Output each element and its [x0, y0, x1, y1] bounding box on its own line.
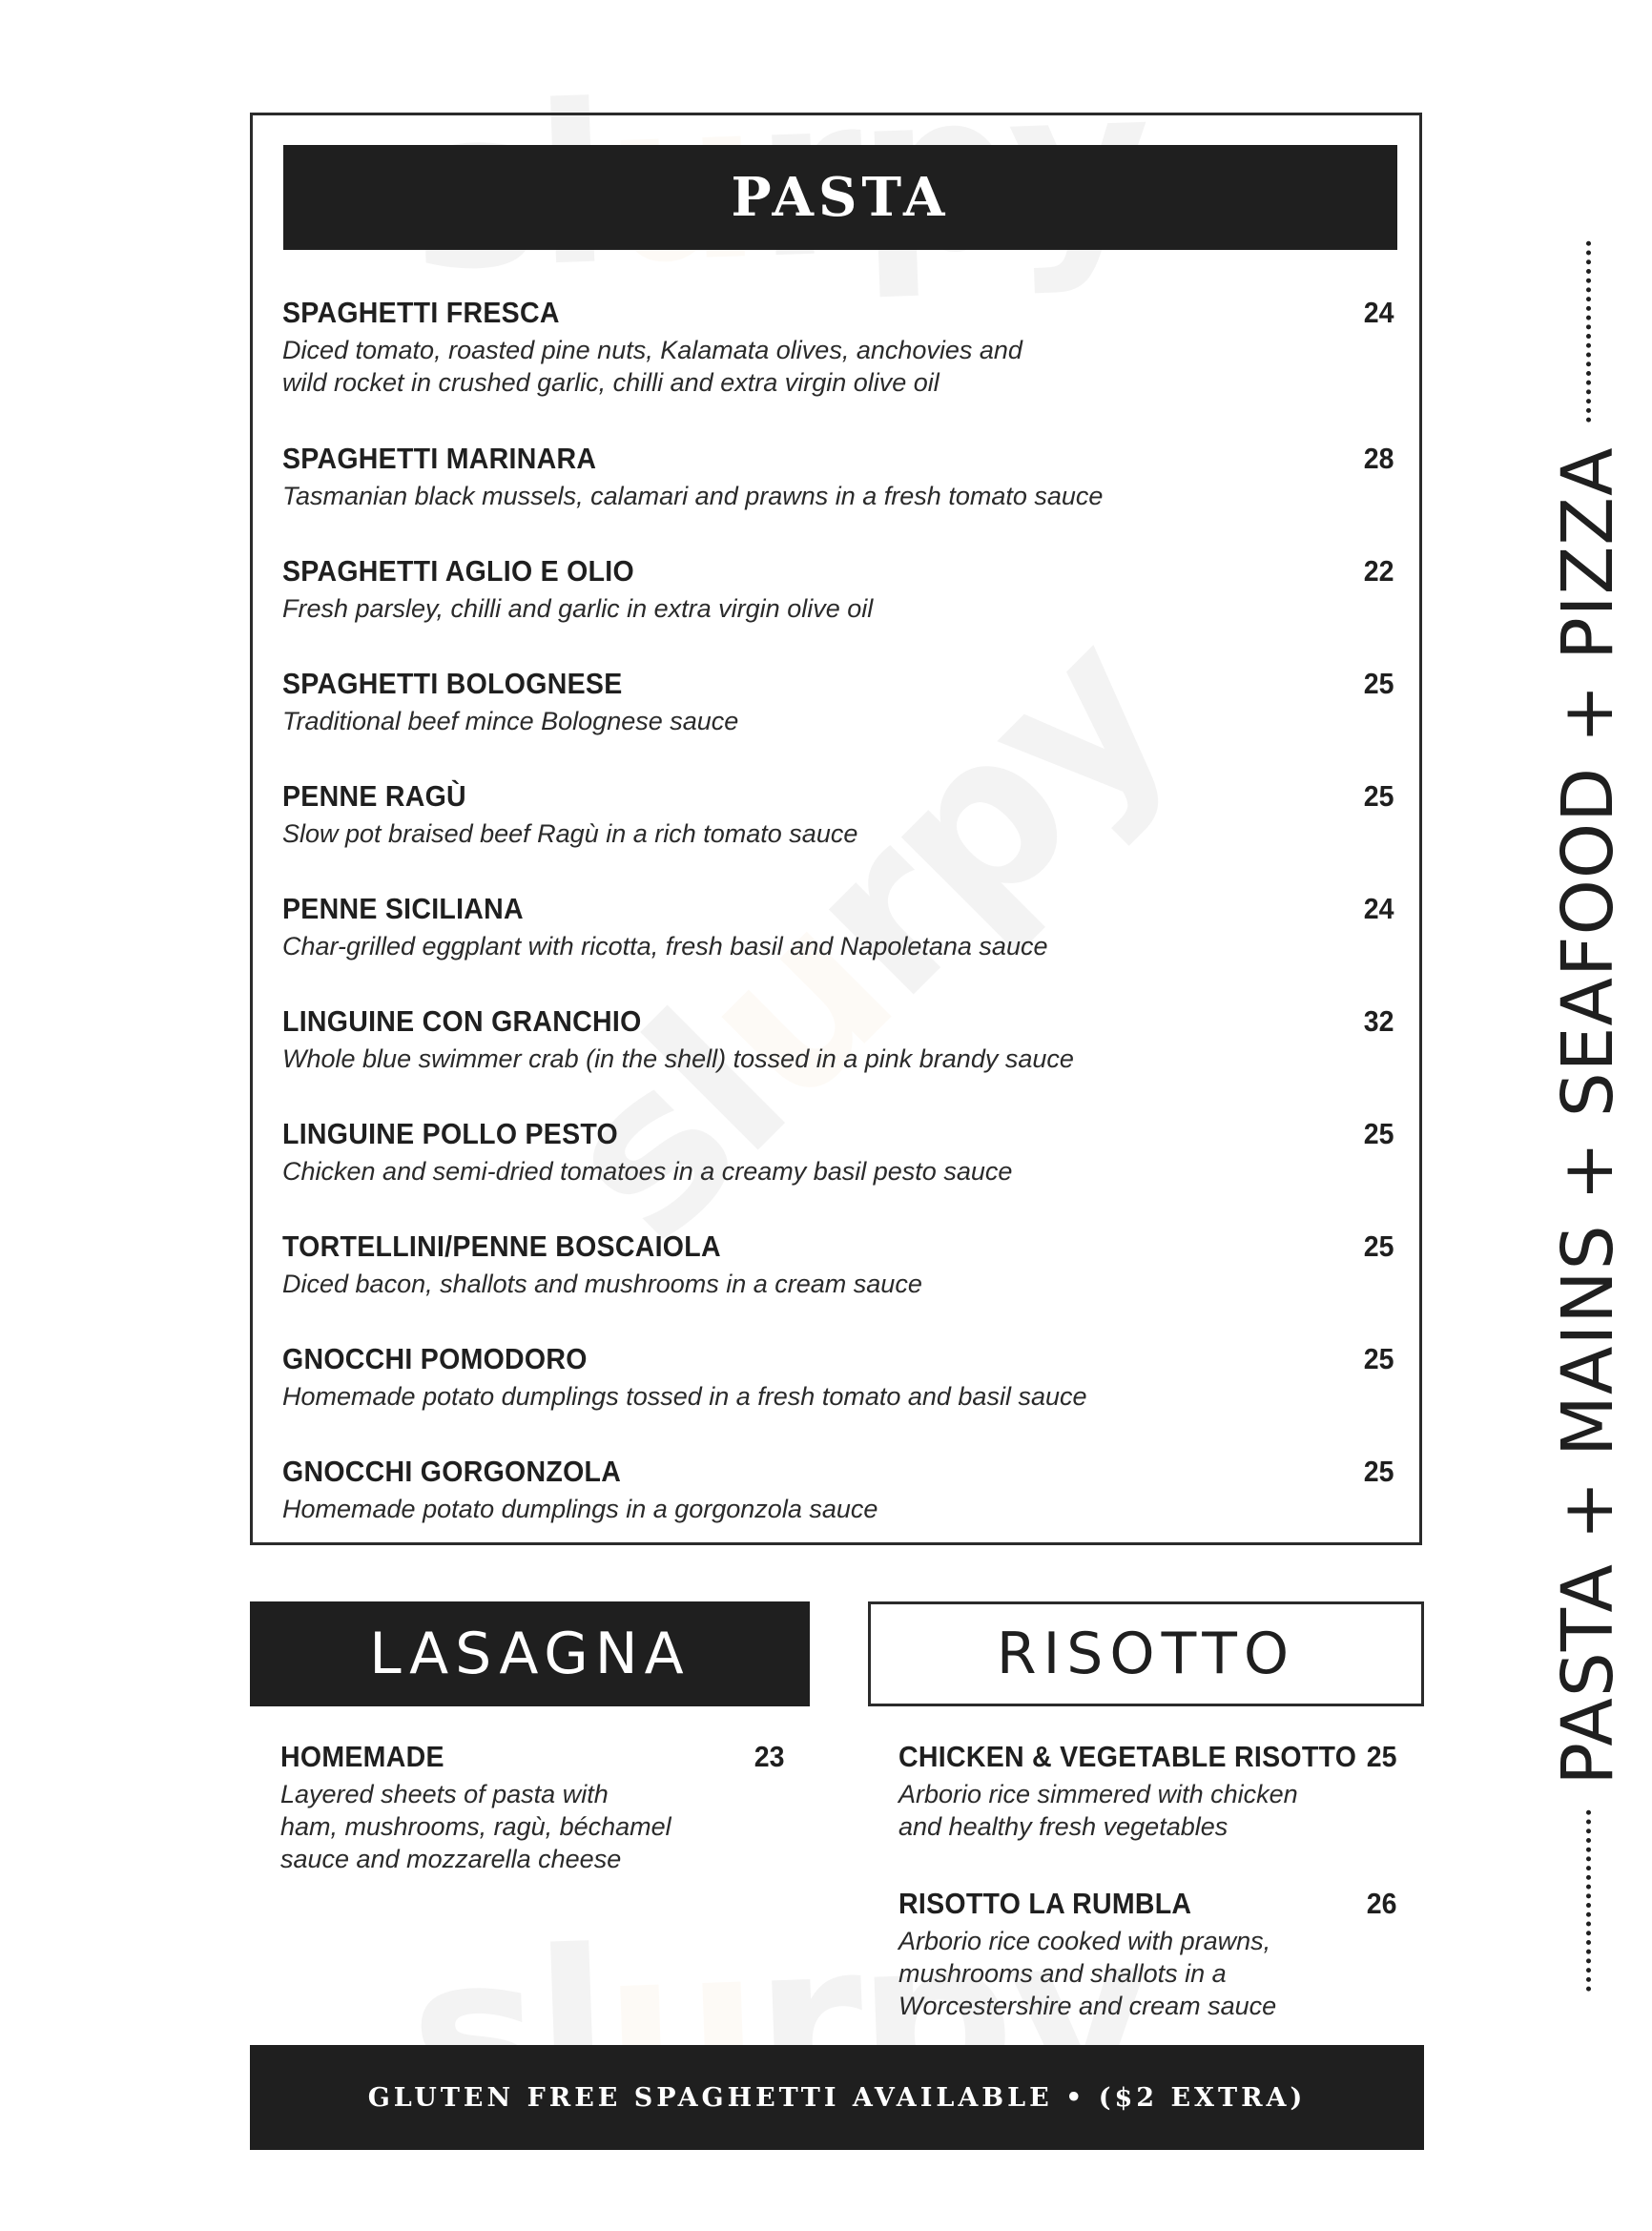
description-line: Homemade potato dumplings tossed in a fresh tomato and basil sauce: [282, 1382, 1087, 1411]
menu-item: [898, 1738, 1396, 1843]
menu-item: [282, 1002, 1394, 1075]
menu-item: [282, 777, 1394, 850]
item-description: [282, 480, 1394, 512]
side-title: [1547, 216, 1629, 2015]
item-description: [282, 334, 1394, 399]
item-name: RISOTTO LA RUMBLA: [898, 1887, 1192, 1920]
description-line: Layered sheets of pasta with: [280, 1780, 609, 1808]
menu-item: [282, 294, 1394, 399]
description-line: Slow pot braised beef Ragù in a rich tomato sauce: [282, 819, 858, 848]
description-line: Fresh parsley, chilli and garlic in extra virgin olive oil: [282, 594, 874, 623]
description-line: ham, mushrooms, ragù, béchamel: [280, 1812, 671, 1841]
item-price: 25: [1363, 1229, 1394, 1263]
item-name: SPAGHETTI BOLOGNESE: [282, 667, 623, 700]
item-description: [280, 1778, 784, 1875]
menu-item: [282, 890, 1394, 962]
description-line: Tasmanian black mussels, calamari and prawns in a fresh tomato sauce: [282, 482, 1104, 510]
pasta-heading: PASTA: [283, 145, 1397, 250]
item-name: SPAGHETTI MARINARA: [282, 442, 597, 475]
item-name: GNOCCHI GORGONZOLA: [282, 1455, 622, 1488]
menu-item: [282, 440, 1394, 512]
item-name: GNOCCHI POMODORO: [282, 1342, 588, 1375]
item-name: PENNE SICILIANA: [282, 892, 524, 925]
item-price: 28: [1363, 442, 1394, 475]
gluten-free-note: GLUTEN FREE SPAGHETTI AVAILABLE • ($2 EXTRA): [250, 2045, 1424, 2150]
item-price: 25: [1363, 667, 1394, 700]
item-description: [282, 1268, 1394, 1300]
description-line: Diced bacon, shallots and mushrooms in a cream sauce: [282, 1270, 922, 1298]
description-line: and healthy fresh vegetables: [898, 1812, 1229, 1841]
item-description: [898, 1778, 1396, 1843]
item-price: 24: [1363, 892, 1394, 925]
item-description: [282, 930, 1394, 962]
side-title-text: PASTA + MAINS + SEAFOOD + PIZZA: [1547, 446, 1629, 1786]
item-price: 25: [1363, 1117, 1394, 1150]
item-description: [282, 1380, 1394, 1413]
risotto-heading: RISOTTO: [868, 1601, 1424, 1706]
dotted-rule: [1586, 240, 1591, 422]
item-price: 25: [1363, 1342, 1394, 1375]
item-description: [282, 592, 1394, 625]
item-name: CHICKEN & VEGETABLE RISOTTO: [898, 1740, 1357, 1773]
description-line: Homemade potato dumplings in a gorgonzola sauce: [282, 1495, 878, 1523]
item-name: SPAGHETTI AGLIO E OLIO: [282, 554, 634, 588]
item-name: TORTELLINI/PENNE BOSCAIOLA: [282, 1229, 721, 1263]
item-name: LINGUINE POLLO PESTO: [282, 1117, 619, 1150]
description-line: Chicken and semi-dried tomatoes in a creamy basil pesto sauce: [282, 1157, 1013, 1186]
lasagna-heading: LASAGNA: [250, 1601, 810, 1706]
description-line: Traditional beef mince Bolognese sauce: [282, 707, 739, 735]
menu-item: [282, 552, 1394, 625]
item-price: 22: [1363, 554, 1394, 588]
dotted-rule: [1586, 1810, 1591, 1992]
item-price: 26: [1366, 1887, 1396, 1920]
menu-item: [282, 1115, 1394, 1188]
item-price: 25: [1366, 1740, 1396, 1773]
description-line: Whole blue swimmer crab (in the shell) tossed in a pink brandy sauce: [282, 1044, 1074, 1073]
item-price: 24: [1363, 296, 1394, 329]
item-price: 25: [1363, 1455, 1394, 1488]
item-description: [898, 1925, 1396, 2022]
menu-item: [282, 1453, 1394, 1525]
item-description: [282, 1155, 1394, 1188]
description-line: Arborio rice simmered with chicken: [898, 1780, 1298, 1808]
menu-item: [280, 1738, 784, 1875]
item-description: [282, 705, 1394, 737]
description-line: Char-grilled eggplant with ricotta, fresh basil and Napoletana sauce: [282, 932, 1048, 961]
item-name: SPAGHETTI FRESCA: [282, 296, 560, 329]
description-line: wild rocket in crushed garlic, chilli and extra virgin olive oil: [282, 368, 940, 397]
item-name: HOMEMADE: [280, 1740, 444, 1773]
menu-item: [282, 1340, 1394, 1413]
item-description: [282, 1493, 1394, 1525]
item-description: [282, 1043, 1394, 1075]
item-name: LINGUINE CON GRANCHIO: [282, 1004, 642, 1038]
item-price: 23: [754, 1740, 784, 1773]
menu-item: [282, 1228, 1394, 1300]
description-line: Arborio rice cooked with prawns,: [898, 1927, 1271, 1955]
item-price: 25: [1363, 779, 1394, 813]
menu-item: [898, 1885, 1396, 2022]
item-name: PENNE RAGÙ: [282, 779, 466, 813]
description-line: Worcestershire and cream sauce: [898, 1992, 1277, 2020]
item-description: [282, 817, 1394, 850]
description-line: sauce and mozzarella cheese: [280, 1845, 622, 1873]
description-line: Diced tomato, roasted pine nuts, Kalamata olives, anchovies and: [282, 336, 1022, 364]
description-line: mushrooms and shallots in a: [898, 1959, 1227, 1988]
item-price: 32: [1363, 1004, 1394, 1038]
menu-item: [282, 665, 1394, 737]
side-title-wrapper: [1526, 315, 1650, 1917]
